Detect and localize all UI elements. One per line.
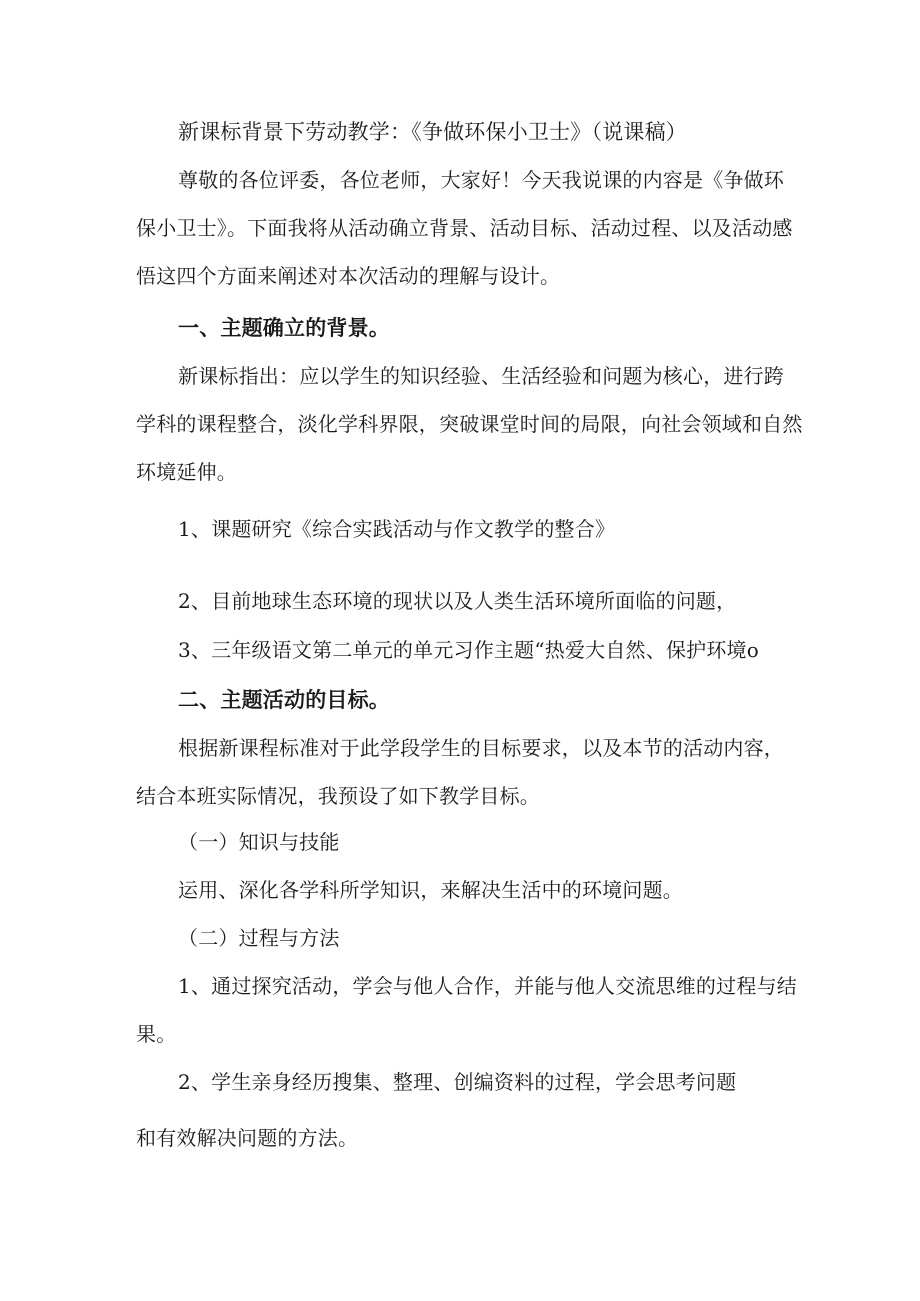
intro-line: 保小卫士》。下面我将从活动确立背景、活动目标、活动过程、以及活动感 (136, 216, 793, 240)
list-item: 3、三年级语文第二单元的单元习作主题“热爱大自然、保护环境o (178, 638, 759, 662)
intro-line: 尊敬的各位评委，各位老师，大家好！今天我说课的内容是《争做环 (178, 168, 784, 192)
list-item: 2、学生亲身经历搜集、整理、创编资料的过程，学会思考问题 (178, 1070, 737, 1094)
section-heading: 二、主题活动的目标。 (178, 688, 390, 712)
paragraph-line: 学科的课程整合，淡化学科界限，突破课堂时间的局限，向社会领域和自然 (136, 412, 803, 436)
paragraph-line: 新课标指出：应以学生的知识经验、生活经验和问题为核心，进行跨 (178, 364, 784, 388)
list-item: 2、目前地球生态环境的现状以及人类生活环境所面临的问题， (178, 589, 737, 613)
list-item: 1、通过探究活动，学会与他人合作，并能与他人交流思维的过程与结 (178, 974, 797, 998)
subsection-heading: （二）过程与方法 (178, 926, 340, 950)
list-item: 1、课题研究《综合实践活动与作文教学的整合》 (178, 517, 616, 541)
paragraph-line: 运用、深化各学科所学知识，来解决生活中的环境问题。 (178, 878, 683, 902)
list-item: 和有效解决问题的方法。 (136, 1126, 359, 1150)
document-title: 新课标背景下劳动教学：《争做环保小卫士》（说课稿） (178, 120, 687, 144)
list-item: 果。 (136, 1022, 177, 1046)
paragraph-line: 结合本班实际情况，我预设了如下教学目标。 (136, 784, 540, 808)
paragraph-line: 根据新课程标准对于此学段学生的目标要求，以及本节的活动内容， (178, 736, 784, 760)
paragraph-line: 环境延伸。 (136, 460, 237, 484)
intro-line: 悟这四个方面来阐述对本次活动的理解与设计。 (136, 264, 561, 288)
section-heading: 一、主题确立的背景。 (178, 316, 390, 340)
subsection-heading: （一）知识与技能 (178, 830, 340, 854)
